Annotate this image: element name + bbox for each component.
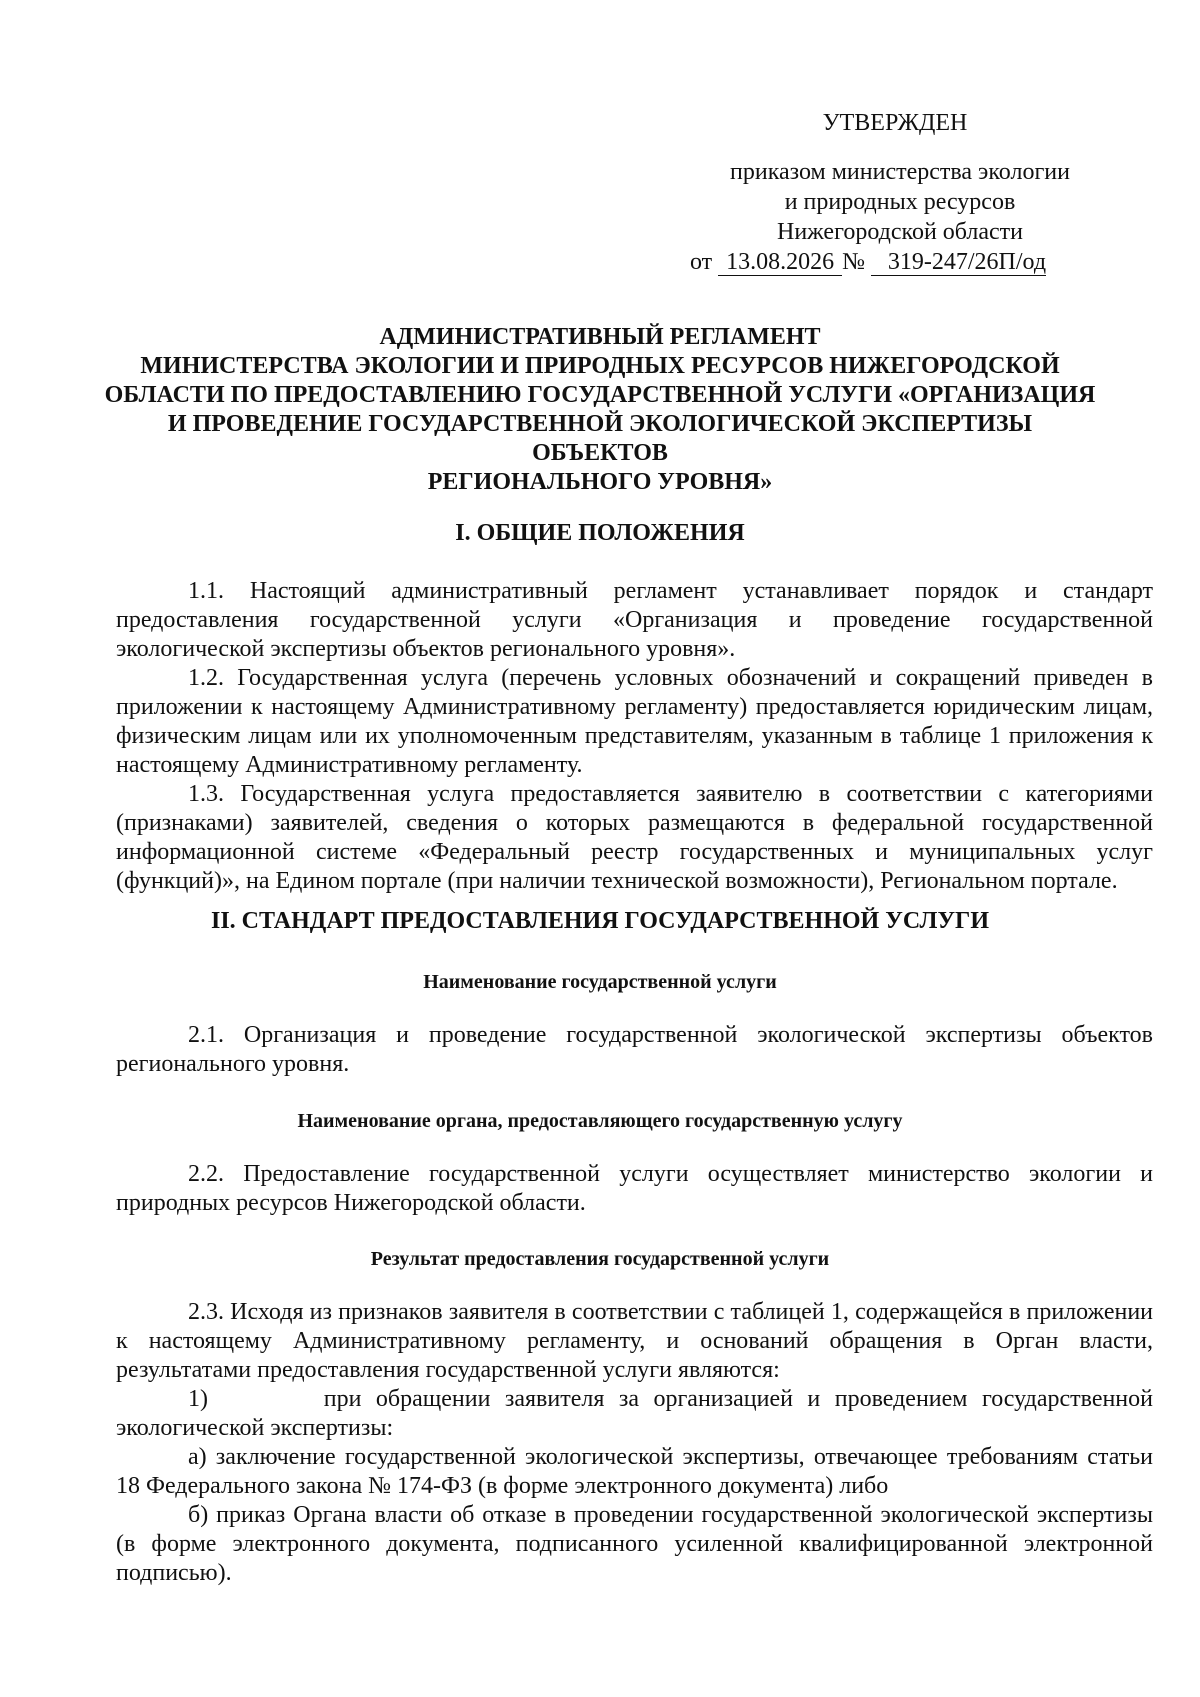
paragraph-2-3-item-b: б) приказ Органа власти об отказе в проведении государственной экологической экспертизы (в форме электронного документа, подписанного усиленной квалифицированной электронной подписью). bbox=[116, 1502, 1153, 1586]
date-prefix: от bbox=[690, 249, 713, 275]
approval-line-3: Нижегородской области bbox=[776, 219, 1024, 245]
subheading-service-name: Наименование государственной услуги bbox=[423, 971, 777, 993]
subheading-service-result: Результат предоставления государственной услуги bbox=[370, 1248, 830, 1270]
section-1-heading: I. ОБЩИЕ ПОЛОЖЕНИЯ bbox=[455, 520, 745, 546]
paragraph-2-3-item-a: а) заключение государственной экологической экспертизы, отвечающее требованиям статьи 18 Федерального закона № 174-ФЗ (в форме электронного документа) либо bbox=[116, 1444, 1153, 1499]
section-2-heading: II. СТАНДАРТ ПРЕДОСТАВЛЕНИЯ ГОСУДАРСТВЕННОЙ УСЛУГИ bbox=[210, 908, 989, 934]
paragraph-2-2: 2.2. Предоставление государственной услуги осуществляет министерство экологии и природных ресурсов Нижегородской области. bbox=[116, 1161, 1153, 1216]
title-line-4: И ПРОВЕДЕНИЕ ГОСУДАРСТВЕННОЙ ЭКОЛОГИЧЕСКОЙ ЭКСПЕРТИЗЫ ОБЪЕКТОВ bbox=[167, 411, 1033, 466]
title-line-3: ОБЛАСТИ ПО ПРЕДОСТАВЛЕНИЮ ГОСУДАРСТВЕННОЙ УСЛУГИ «ОРГАНИЗАЦИЯ bbox=[104, 382, 1096, 408]
title-line-5: РЕГИОНАЛЬНОГО УРОВНЯ» bbox=[427, 469, 773, 495]
order-number: 319-247/26П/од bbox=[871, 249, 1046, 276]
paragraph-1-3: 1.3. Государственная услуга предоставляется заявителю в соответствии с категориями (признаками) заявителей, сведения о которых размещаются в федеральной государственной информационной системе «Федеральный реестр государственных и муниципальных услуг (функций)», на Едином портале (при наличии технической возможности), Региональном портале. bbox=[116, 781, 1153, 894]
paragraph-2-3: 2.3. Исходя из признаков заявителя в соответствии с таблицей 1, содержащейся в приложении к настоящему Административному регламенту, и оснований обращения в Орган власти, результатами предоставления государственной услуги являются: bbox=[116, 1299, 1153, 1383]
subheading-authority-name: Наименование органа, предоставляющего государственную услугу bbox=[297, 1110, 903, 1132]
paragraph-2-1: 2.1. Организация и проведение государственной экологической экспертизы объектов регионального уровня. bbox=[116, 1022, 1153, 1077]
title-line-1: АДМИНИСТРАТИВНЫЙ РЕГЛАМЕНТ bbox=[379, 324, 821, 350]
number-sign: № bbox=[842, 249, 866, 275]
approval-heading: УТВЕРЖДЕН bbox=[822, 110, 968, 136]
paragraph-1-2: 1.2. Государственная услуга (перечень условных обозначений и сокращений приведен в приложении к настоящему Административному регламенту) предоставляется юридическим лицам, физическим лицам или их уполномоченным представителям, указанным в таблице 1 приложения к настоящему Административному регламенту. bbox=[116, 665, 1153, 778]
order-date: 13.08.2026 bbox=[718, 249, 842, 276]
approval-line-2: и природных ресурсов bbox=[784, 189, 1016, 215]
approval-line-1: приказом министерства экологии bbox=[730, 159, 1070, 185]
approval-date-line bbox=[690, 247, 1110, 277]
title-line-2: МИНИСТЕРСТВА ЭКОЛОГИИ И ПРИРОДНЫХ РЕСУРСОВ НИЖЕГОРОДСКОЙ bbox=[140, 353, 1060, 379]
document-title bbox=[100, 323, 1100, 497]
paragraph-2-3-item-1: 1) при обращении заявителя за организацией и проведением государственной экологической экспертизы: bbox=[116, 1386, 1153, 1441]
paragraph-1-1: 1.1. Настоящий административный регламент устанавливает порядок и стандарт предоставления государственной услуги «Организация и проведение государственной экологической экспертизы объектов регионального уровня». bbox=[116, 578, 1153, 662]
